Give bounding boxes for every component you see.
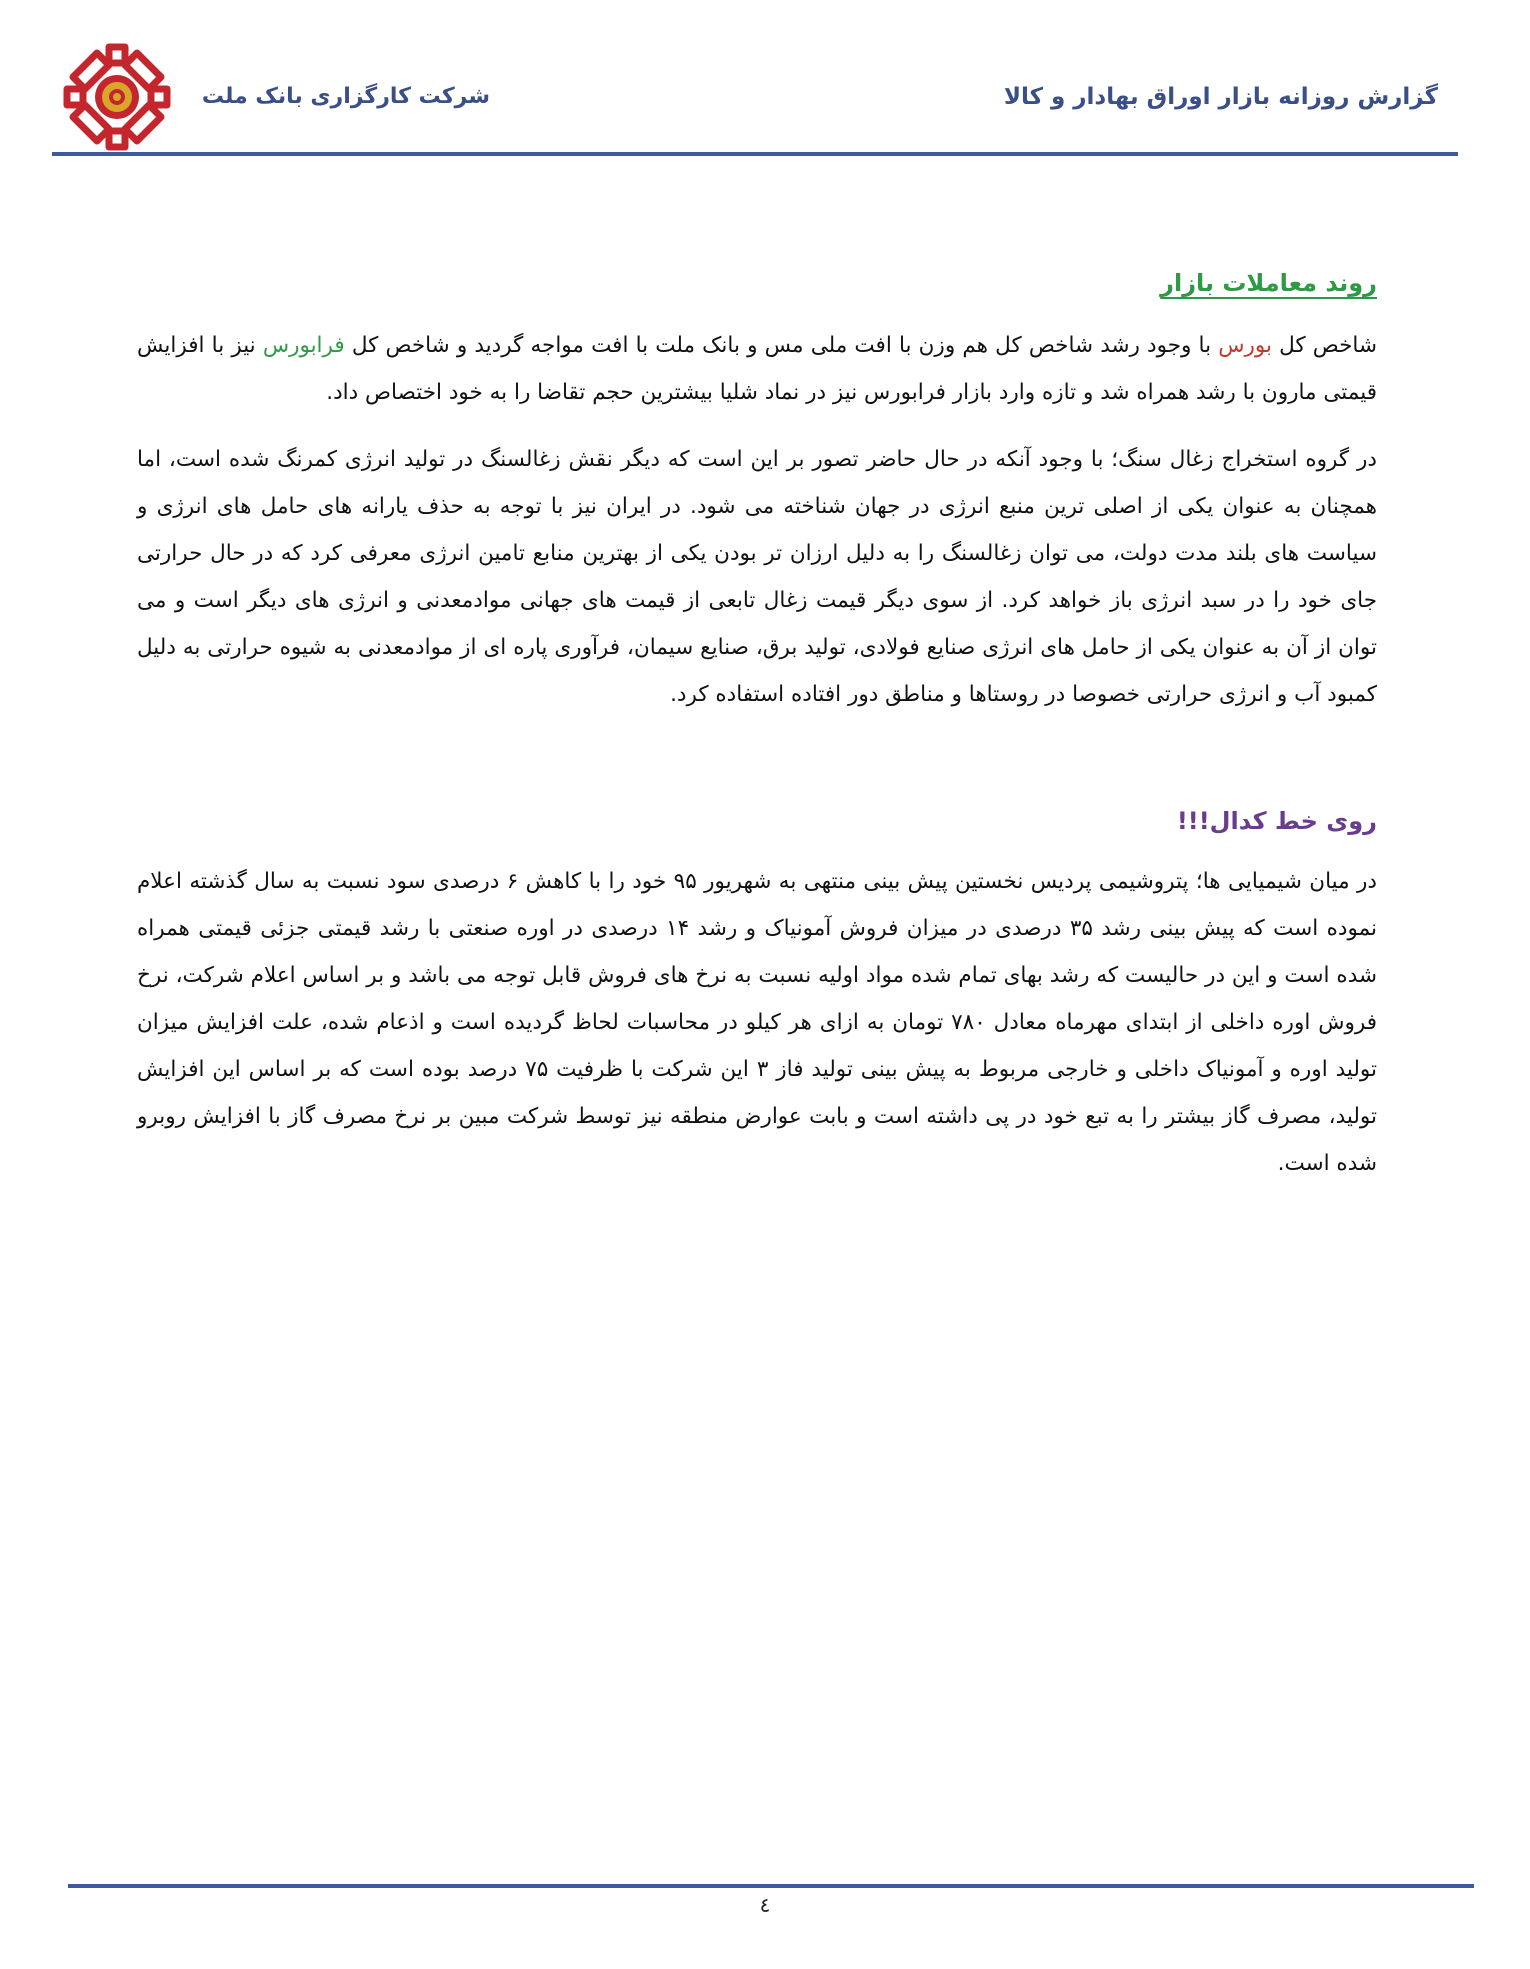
market-summary-paragraph — [137, 322, 1377, 416]
bank-mellat-logo-icon — [62, 42, 172, 152]
footer-divider — [68, 1884, 1474, 1888]
section-heading-codal: روی خط کدال!!! — [1176, 807, 1377, 835]
boors-highlight: بورس — [1218, 333, 1272, 358]
paragraph-text: شاخص کل — [1271, 333, 1377, 358]
coal-mining-paragraph: در گروه استخراج زغال سنگ؛ با وجود آنکه در حال حاضر تصور بر این است که دیگر نقش زغالسنگ در تولید انرژی کمرنگ شده است، اما همچنان به عنوان یکی از اصلی ترین منبع انرژی در جهان شناخته می شود. در ایران نیز با توجه به حذف یارانه های حامل های انرژی و سیاست های بلند مدت دولت، می توان زغالسنگ را به دلیل ارزان تر بودن یکی از بهترین منابع تامین انرژی معرفی کرد که در حال حرارتی جای خود را در سبد انرژی باز خواهد کرد. از سوی دیگر قیمت زغال تابعی از قیمت های جهانی موادمعدنی و انرژی های دیگر است و می توان از آن به عنوان یکی از حامل های انرژی صنایع فولادی، تولید برق، صنایع سیمان، فرآوری پاره ای از موادمعدنی به شیوه حرارتی به دلیل کمبود آب و انرژی حرارتی خصوصا در روستاها و مناطق دور افتاده استفاده کرد. — [137, 447, 1377, 707]
paragraph-text: نیز با افزایش قیمتی مارون با رشد همراه شد و تازه وارد بازار فرابورس نیز در نماد شلیا بیشترین حجم تقاضا را به خود اختصاص داد. — [137, 333, 1377, 405]
paragraph-text: با وجود رشد شاخص کل هم وزن با افت ملی مس و بانک ملت با افت مواجه گردید و شاخص کل — [344, 333, 1219, 358]
company-name: شرکت کارگزاری بانک ملت — [201, 84, 490, 109]
report-body — [137, 258, 1377, 1207]
header-divider — [52, 152, 1458, 156]
report-title: گزارش روزانه بازار اوراق بهادار و کالا — [1003, 84, 1438, 110]
petrochemical-paragraph: در میان شیمیایی ها؛ پتروشیمی پردیس نخستین پیش بینی منتهی به شهریور ۹۵ خود را با کاهش ۶ درصدی سود نسبت به سال گذشته اعلام نموده است که پیش بینی رشد ۳۵ درصدی در میزان فروش آمونیاک و رشد ۱۴ درصدی در اوره صنعتی با رشد قیمتی جزئی قیمتی همراه شده است و این در حالیست که رشد بهای تمام شده مواد اولیه نسبت به نرخ های فروش قابل توجه می باشد و بر اساس اعلام شرکت، نرخ فروش اوره داخلی از ابتدای مهرماه معادل ۷۸۰ تومان به ازای هر کیلو در محاسبات لحاظ گردیده است و اذعام شده، علت افزایش میزان تولید اوره و آمونیاک داخلی و خارجی مربوط به پیش بینی تولید فاز ۳ این شرکت با ظرفیت ۷۵ درصد بوده است که بر اساس این افزایش تولید، مصرف گاز بیشتر را به تبع خود در پی داشته است و بابت عوارض منطقه نیز توسط شرکت مبین بر نرخ مصرف گاز با افزایش روبرو شده است. — [137, 869, 1378, 1176]
farabourse-highlight: فرابورس — [262, 333, 345, 358]
section-heading-market-trend: روند معاملات بازار — [1160, 269, 1377, 297]
page-number: ٤ — [759, 1893, 771, 1917]
